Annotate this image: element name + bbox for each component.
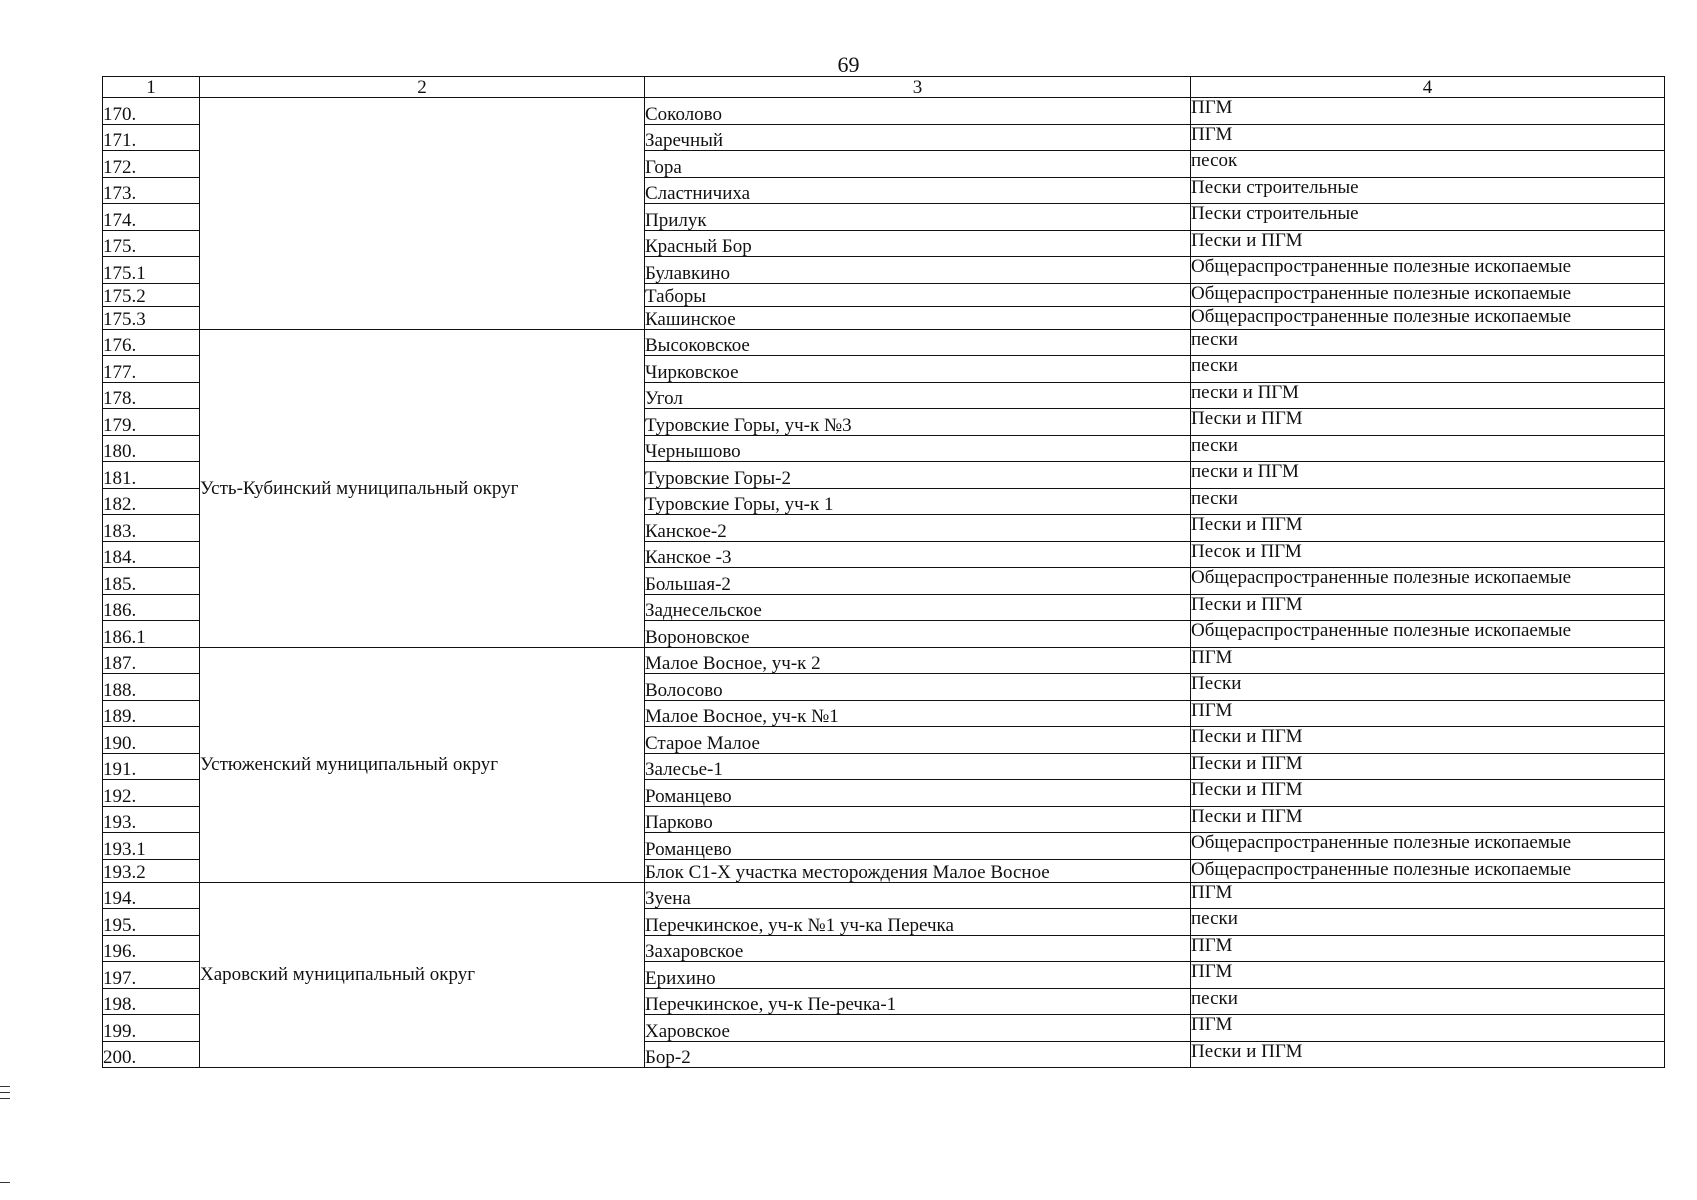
- row-number: 186.1: [103, 621, 200, 648]
- row-number: 200.: [103, 1041, 200, 1068]
- deposit-name: Блок С1-Х участка месторождения Малое Восное: [645, 859, 1191, 882]
- mineral-type: Общераспространенные полезные ископаемые: [1191, 257, 1665, 284]
- margin-mark: [0, 1086, 10, 1087]
- deposit-name: Высоковское: [645, 329, 1191, 356]
- row-number: 172.: [103, 151, 200, 178]
- district-cell: Устюженский муниципальный округ: [200, 647, 645, 882]
- margin-mark: [0, 1098, 10, 1099]
- row-number: 192.: [103, 780, 200, 807]
- deposit-name: Угол: [645, 382, 1191, 409]
- deposit-name: Булавкино: [645, 257, 1191, 284]
- deposit-name: Туровские Горы, уч-к 1: [645, 488, 1191, 515]
- deposit-name: Кашинское: [645, 306, 1191, 329]
- deposit-name: Старое Малое: [645, 727, 1191, 754]
- mineral-type: пески и ПГМ: [1191, 462, 1665, 489]
- deposit-name: Романцево: [645, 833, 1191, 860]
- deposit-name: Парково: [645, 806, 1191, 833]
- mineral-type: Общераспространенные полезные ископаемые: [1191, 621, 1665, 648]
- row-number: 175.: [103, 230, 200, 257]
- column-header-1: 1: [103, 77, 200, 98]
- mineral-type: Пески и ПГМ: [1191, 727, 1665, 754]
- deposit-name: Малое Восное, уч-к 2: [645, 647, 1191, 674]
- mineral-type: Пески строительные: [1191, 177, 1665, 204]
- row-number: 186.: [103, 594, 200, 621]
- row-number: 175.2: [103, 283, 200, 306]
- row-number: 178.: [103, 382, 200, 409]
- deposit-name: Волосово: [645, 674, 1191, 701]
- mineral-type: ПГМ: [1191, 124, 1665, 151]
- mineral-type: Пески и ПГМ: [1191, 409, 1665, 436]
- row-number: 175.1: [103, 257, 200, 284]
- row-number: 179.: [103, 409, 200, 436]
- row-number: 189.: [103, 700, 200, 727]
- row-number: 184.: [103, 541, 200, 568]
- deposit-name: Соколово: [645, 98, 1191, 125]
- mineral-type: пески: [1191, 488, 1665, 515]
- margin-mark: [0, 1092, 10, 1093]
- deposit-name: Канское-2: [645, 515, 1191, 542]
- column-header-4: 4: [1191, 77, 1665, 98]
- deposit-name: Прилук: [645, 204, 1191, 231]
- district-cell: Усть-Кубинский муниципальный округ: [200, 329, 645, 647]
- mineral-type: ПГМ: [1191, 962, 1665, 989]
- row-number: 198.: [103, 988, 200, 1015]
- deposit-name: Заднесельское: [645, 594, 1191, 621]
- deposit-name: Гора: [645, 151, 1191, 178]
- mineral-type: Общераспространенные полезные ископаемые: [1191, 568, 1665, 595]
- mineral-type: пески: [1191, 435, 1665, 462]
- mineral-type: Пески: [1191, 674, 1665, 701]
- row-number: 194.: [103, 882, 200, 909]
- mineral-type: Общераспространенные полезные ископаемые: [1191, 833, 1665, 860]
- mineral-type: Общераспространенные полезные ископаемые: [1191, 859, 1665, 882]
- row-number: 182.: [103, 488, 200, 515]
- deposit-name: Харовское: [645, 1015, 1191, 1042]
- district-cell: Харовский муниципальный округ: [200, 882, 645, 1068]
- deposit-name: Туровские Горы-2: [645, 462, 1191, 489]
- mineral-type: Пески и ПГМ: [1191, 594, 1665, 621]
- row-number: 191.: [103, 753, 200, 780]
- table-row: [103, 329, 1665, 356]
- mineral-type: Пески и ПГМ: [1191, 230, 1665, 257]
- row-number: 193.2: [103, 859, 200, 882]
- row-number: 180.: [103, 435, 200, 462]
- deposit-name: Перечкинское, уч-к Пе-речка-1: [645, 988, 1191, 1015]
- deposit-name: Заречный: [645, 124, 1191, 151]
- row-number: 185.: [103, 568, 200, 595]
- mineral-type: Пески и ПГМ: [1191, 780, 1665, 807]
- deposit-name: Таборы: [645, 283, 1191, 306]
- row-number: 193.: [103, 806, 200, 833]
- table-body: [103, 98, 1665, 1068]
- mineral-type: Общераспространенные полезные ископаемые: [1191, 283, 1665, 306]
- mineral-type: Общераспространенные полезные ископаемые: [1191, 306, 1665, 329]
- row-number: 174.: [103, 204, 200, 231]
- row-number: 188.: [103, 674, 200, 701]
- mineral-type: ПГМ: [1191, 1015, 1665, 1042]
- mineral-type: ПГМ: [1191, 98, 1665, 125]
- deposit-name: Большая-2: [645, 568, 1191, 595]
- mineral-type: Пески строительные: [1191, 204, 1665, 231]
- mineral-type: пески: [1191, 329, 1665, 356]
- mineral-type: ПГМ: [1191, 882, 1665, 909]
- page-number: 69: [837, 52, 860, 77]
- mineral-type: пески: [1191, 356, 1665, 383]
- row-number: 195.: [103, 909, 200, 936]
- deposit-name: Сластничиха: [645, 177, 1191, 204]
- row-number: 170.: [103, 98, 200, 125]
- mineral-type: Пески и ПГМ: [1191, 515, 1665, 542]
- mineral-type: Песок и ПГМ: [1191, 541, 1665, 568]
- deposits-table: [102, 76, 1665, 1068]
- mineral-type: Пески и ПГМ: [1191, 1041, 1665, 1068]
- table-row: [103, 98, 1665, 125]
- deposit-name: Красный Бор: [645, 230, 1191, 257]
- mineral-type: пески и ПГМ: [1191, 382, 1665, 409]
- deposit-name: Ерихино: [645, 962, 1191, 989]
- table-row: [103, 647, 1665, 674]
- mineral-type: ПГМ: [1191, 647, 1665, 674]
- deposit-name: Бор-2: [645, 1041, 1191, 1068]
- row-number: 176.: [103, 329, 200, 356]
- deposit-name: Романцево: [645, 780, 1191, 807]
- row-number: 196.: [103, 935, 200, 962]
- row-number: 177.: [103, 356, 200, 383]
- mineral-type: ПГМ: [1191, 700, 1665, 727]
- row-number: 183.: [103, 515, 200, 542]
- row-number: 175.3: [103, 306, 200, 329]
- deposit-name: Канское -3: [645, 541, 1191, 568]
- column-header-3: 3: [645, 77, 1191, 98]
- deposit-name: Перечкинское, уч-к №1 уч-ка Перечка: [645, 909, 1191, 936]
- mineral-type: пески: [1191, 909, 1665, 936]
- row-number: 193.1: [103, 833, 200, 860]
- mineral-type: ПГМ: [1191, 935, 1665, 962]
- deposit-name: Чирковское: [645, 356, 1191, 383]
- row-number: 171.: [103, 124, 200, 151]
- district-cell: [200, 98, 645, 330]
- deposit-name: Туровские Горы, уч-к №3: [645, 409, 1191, 436]
- deposit-name: Вороновское: [645, 621, 1191, 648]
- row-number: 199.: [103, 1015, 200, 1042]
- row-number: 187.: [103, 647, 200, 674]
- deposit-name: Чернышово: [645, 435, 1191, 462]
- row-number: 173.: [103, 177, 200, 204]
- column-header-2: 2: [200, 77, 645, 98]
- row-number: 197.: [103, 962, 200, 989]
- mineral-type: песок: [1191, 151, 1665, 178]
- deposit-name: Малое Восное, уч-к №1: [645, 700, 1191, 727]
- mineral-type: пески: [1191, 988, 1665, 1015]
- margin-mark: [0, 1182, 10, 1183]
- deposit-name: Зуена: [645, 882, 1191, 909]
- deposit-name: Залесье-1: [645, 753, 1191, 780]
- mineral-type: Пески и ПГМ: [1191, 753, 1665, 780]
- mineral-type: Пески и ПГМ: [1191, 806, 1665, 833]
- row-number: 190.: [103, 727, 200, 754]
- row-number: 181.: [103, 462, 200, 489]
- column-number-row: [103, 77, 1665, 98]
- deposit-name: Захаровское: [645, 935, 1191, 962]
- table-row: [103, 882, 1665, 909]
